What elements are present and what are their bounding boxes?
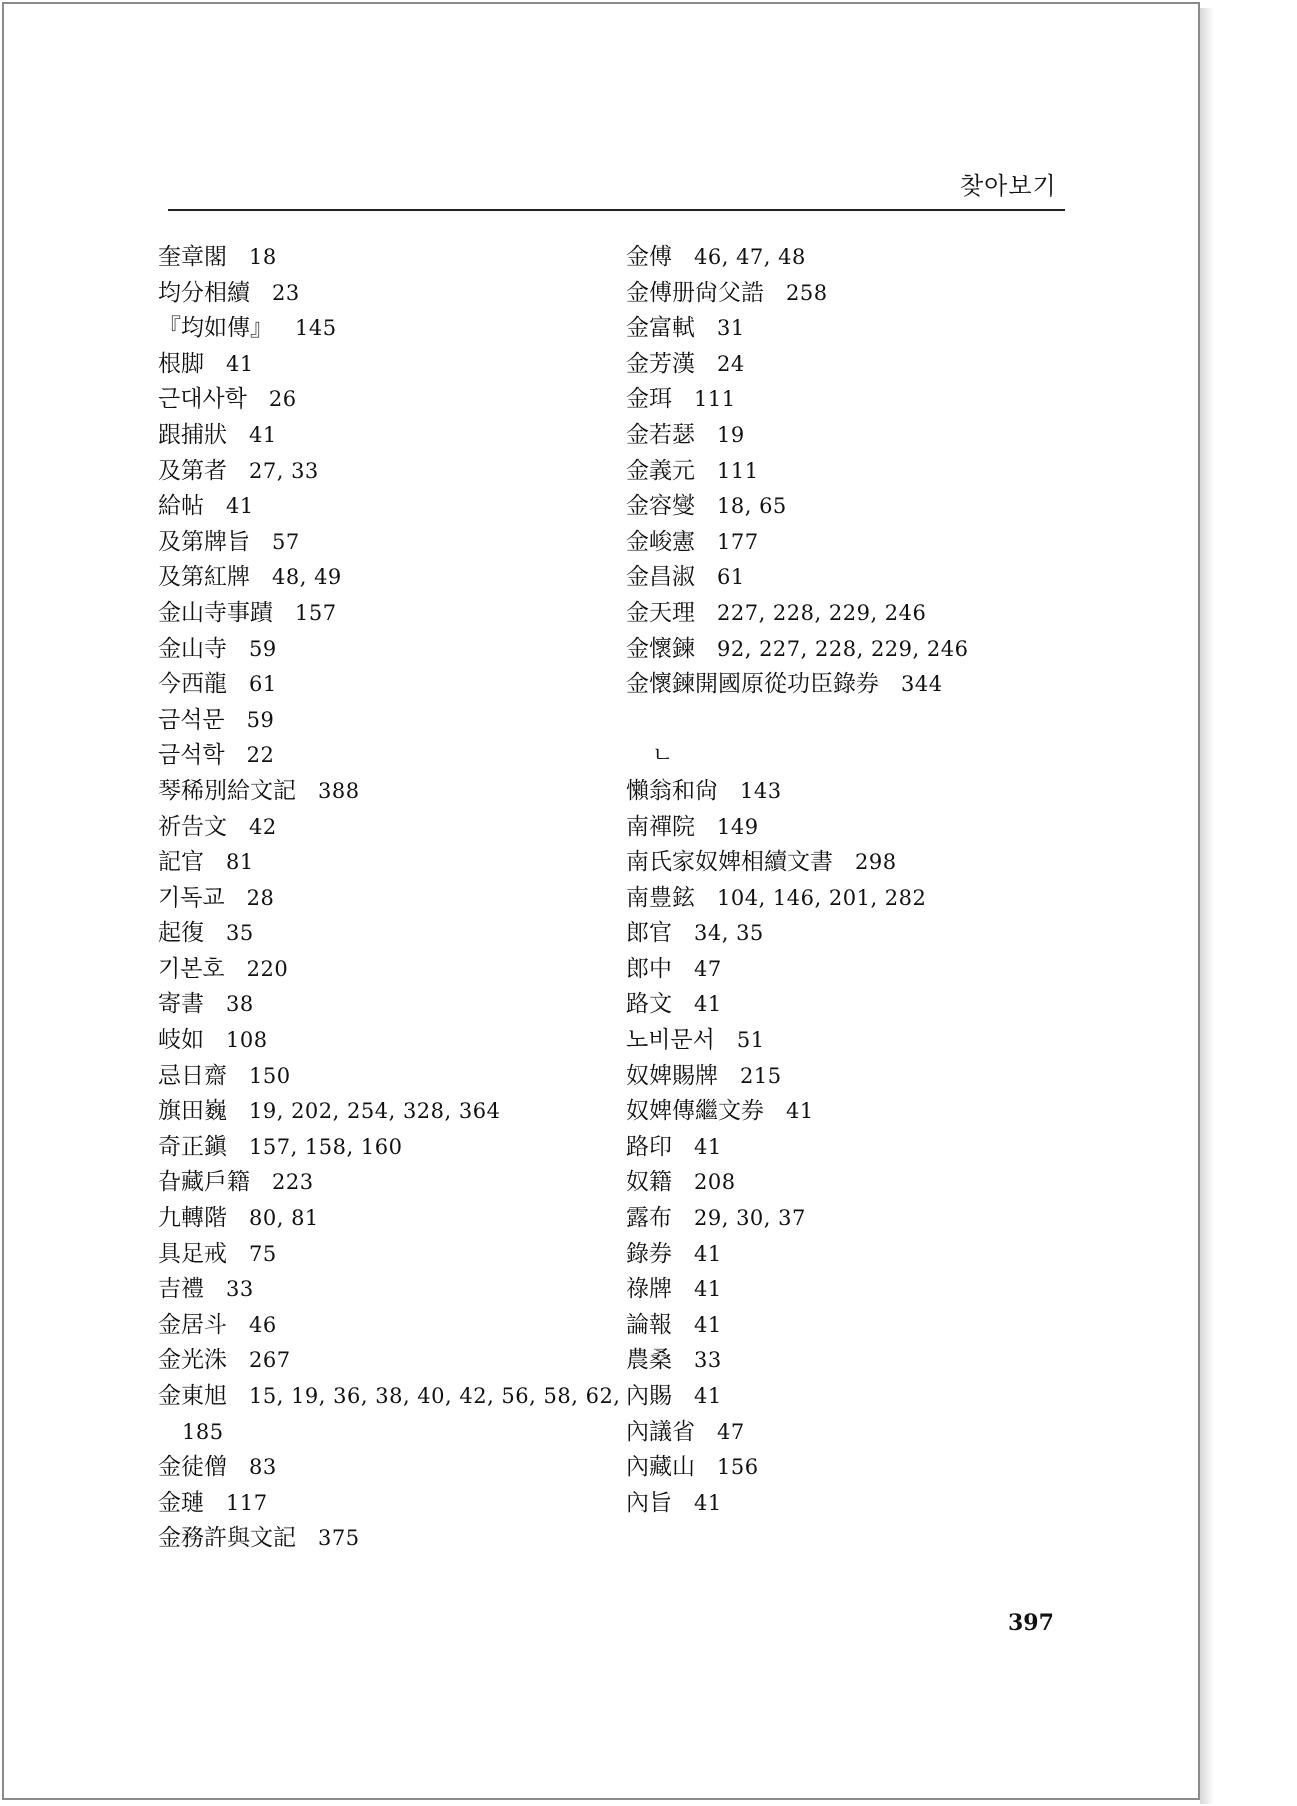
entry-pages: 111 bbox=[717, 458, 759, 483]
index-entry bbox=[158, 489, 598, 525]
entry-pages: 51 bbox=[736, 1028, 765, 1053]
entry-pages: 267 bbox=[249, 1348, 291, 1373]
entry-pages: 57 bbox=[272, 529, 300, 554]
index-entry bbox=[158, 240, 598, 276]
entry-pages: 117 bbox=[226, 1490, 268, 1515]
entry-term: 及第者 bbox=[158, 457, 227, 484]
index-entry bbox=[158, 1201, 598, 1237]
entry-pages: 33 bbox=[694, 1348, 722, 1373]
entry-term: 今西龍 bbox=[158, 671, 227, 698]
entry-term: 內旨 bbox=[626, 1489, 672, 1516]
index-entry bbox=[158, 418, 598, 454]
entry-term: 金懷鍊 bbox=[626, 635, 695, 662]
entry-pages: 31 bbox=[717, 316, 745, 341]
index-entry bbox=[158, 1379, 621, 1415]
index-group-nieun bbox=[626, 774, 1066, 1521]
entry-term: 金容燮 bbox=[626, 493, 695, 520]
index-entry bbox=[626, 1343, 1066, 1379]
entry-term: 旗田巍 bbox=[158, 1098, 227, 1125]
entry-pages: 34, 35 bbox=[694, 921, 764, 946]
entry-term: 及第紅牌 bbox=[158, 564, 250, 591]
entry-pages: 46 bbox=[249, 1312, 277, 1337]
entry-term: 南氏家奴婢相續文書 bbox=[626, 849, 833, 876]
entry-term: 內藏山 bbox=[626, 1454, 695, 1481]
index-entry bbox=[158, 881, 598, 917]
entry-pages: 80, 81 bbox=[249, 1206, 319, 1231]
section-spacer bbox=[626, 703, 1066, 739]
index-entry bbox=[158, 1130, 598, 1166]
entry-pages: 41 bbox=[226, 494, 254, 519]
index-entry bbox=[158, 1308, 598, 1344]
entry-term: 南禪院 bbox=[626, 813, 695, 840]
entry-term: 旮藏戶籍 bbox=[158, 1169, 250, 1196]
index-entry bbox=[158, 774, 598, 810]
index-entry bbox=[626, 1308, 1066, 1344]
index-entry bbox=[158, 952, 598, 988]
index-entry bbox=[158, 560, 598, 596]
entry-term: 起復 bbox=[158, 920, 204, 947]
index-entry bbox=[626, 881, 1066, 917]
entry-pages: 388 bbox=[318, 778, 360, 803]
entry-pages: 18, 65 bbox=[717, 494, 787, 519]
index-column-left bbox=[158, 240, 621, 1557]
entry-term: 九轉階 bbox=[158, 1205, 227, 1232]
entry-term: 노비문서 bbox=[626, 1027, 715, 1054]
entry-term: 金光洙 bbox=[158, 1347, 227, 1374]
index-entry bbox=[158, 347, 598, 383]
index-entry bbox=[626, 1272, 1066, 1308]
entry-term: 金珥 bbox=[626, 386, 672, 413]
entry-term: 기독교 bbox=[158, 884, 225, 911]
entry-pages: 227, 228, 229, 246 bbox=[717, 600, 927, 625]
index-entry bbox=[158, 1521, 598, 1557]
entry-pages: 15, 19, 36, 38, 40, 42, 56, 58, 62, bbox=[249, 1384, 621, 1408]
entry-pages: 23 bbox=[272, 280, 300, 305]
entry-pages: 33 bbox=[226, 1277, 254, 1302]
entry-pages: 208 bbox=[694, 1170, 736, 1195]
index-entry bbox=[158, 810, 598, 846]
entry-pages: 41 bbox=[786, 1099, 814, 1124]
entry-term: 及第牌旨 bbox=[158, 528, 250, 555]
entry-pages: 48, 49 bbox=[272, 565, 342, 590]
entry-term: 具足戒 bbox=[158, 1240, 227, 1267]
index-entry bbox=[626, 454, 1066, 490]
entry-term: 祿牌 bbox=[626, 1276, 672, 1303]
entry-pages: 29, 30, 37 bbox=[694, 1206, 806, 1231]
entry-term: 琴稀別給文記 bbox=[158, 777, 296, 804]
index-entry bbox=[626, 1059, 1066, 1095]
entry-pages: 26 bbox=[268, 387, 297, 412]
index-entry bbox=[158, 632, 598, 668]
entry-term: 金天理 bbox=[626, 599, 695, 626]
entry-pages: 185 bbox=[182, 1419, 224, 1444]
entry-term: 金義元 bbox=[626, 457, 695, 484]
entry-term: 金峻憲 bbox=[626, 528, 695, 555]
entry-pages: 41 bbox=[226, 351, 254, 376]
entry-pages: 19 bbox=[717, 422, 745, 447]
index-entry bbox=[626, 240, 1066, 276]
index-entry bbox=[158, 667, 598, 703]
entry-term: 南豊鉉 bbox=[626, 884, 695, 911]
entry-term: 奴籍 bbox=[626, 1169, 672, 1196]
index-entry bbox=[626, 347, 1066, 383]
index-entry bbox=[626, 632, 1066, 668]
entry-term: 金山寺事蹟 bbox=[158, 599, 273, 626]
entry-pages: 41 bbox=[694, 1490, 722, 1515]
index-entry bbox=[626, 525, 1066, 561]
entry-term: 奴婢傳繼文券 bbox=[626, 1098, 764, 1125]
entry-pages: 42 bbox=[249, 814, 277, 839]
entry-pages: 46, 47, 48 bbox=[694, 245, 806, 269]
entry-term: 均分相續 bbox=[158, 279, 250, 306]
entry-term: 金懷鍊開國原從功臣錄券 bbox=[626, 671, 879, 698]
index-column-right bbox=[626, 240, 1066, 1521]
index-entry bbox=[626, 596, 1066, 632]
entry-term: 岐如 bbox=[158, 1027, 204, 1054]
entry-pages: 41 bbox=[694, 1241, 722, 1266]
index-group-continued bbox=[626, 240, 1066, 703]
index-entry bbox=[626, 1237, 1066, 1273]
index-entry bbox=[158, 1237, 598, 1273]
entry-pages: 150 bbox=[249, 1063, 291, 1088]
entry-term: 內賜 bbox=[626, 1383, 672, 1409]
entry-pages: 220 bbox=[246, 956, 289, 981]
index-entry bbox=[626, 1201, 1066, 1237]
entry-pages: 41 bbox=[694, 992, 722, 1017]
entry-term: 吉禮 bbox=[158, 1276, 204, 1303]
index-entry bbox=[626, 418, 1066, 454]
entry-term: 郎中 bbox=[626, 955, 672, 982]
entry-term: 金璉 bbox=[158, 1489, 204, 1516]
index-entry bbox=[158, 1165, 598, 1201]
index-entry bbox=[158, 1450, 598, 1486]
entry-term: 記官 bbox=[158, 849, 204, 876]
entry-pages: 375 bbox=[318, 1526, 360, 1551]
index-entry bbox=[626, 667, 1066, 703]
header-rule bbox=[168, 209, 1065, 211]
entry-pages: 27, 33 bbox=[249, 458, 319, 483]
index-entry bbox=[158, 987, 598, 1023]
index-entry bbox=[158, 845, 598, 881]
index-entry bbox=[626, 382, 1066, 418]
entry-pages: 61 bbox=[249, 672, 277, 697]
entry-term: 路文 bbox=[626, 991, 672, 1018]
entry-term: 根脚 bbox=[158, 350, 204, 377]
index-entry bbox=[626, 774, 1066, 810]
entry-term: 금석문 bbox=[158, 706, 225, 733]
entry-term: 金居斗 bbox=[158, 1311, 227, 1338]
entry-term: 懶翁和尙 bbox=[626, 777, 718, 804]
entry-pages: 104, 146, 201, 282 bbox=[717, 885, 927, 910]
entry-pages: 41 bbox=[694, 1384, 722, 1408]
entry-pages: 41 bbox=[694, 1277, 722, 1302]
entry-pages: 258 bbox=[786, 280, 828, 305]
entry-pages: 75 bbox=[249, 1241, 277, 1266]
entry-term: 錄券 bbox=[626, 1240, 672, 1267]
entry-term: 郎官 bbox=[626, 920, 672, 947]
entry-term: 忌日齋 bbox=[158, 1062, 227, 1089]
index-entry bbox=[158, 1272, 598, 1308]
index-entry bbox=[626, 1165, 1066, 1201]
index-entry bbox=[158, 916, 598, 952]
index-entry bbox=[158, 525, 598, 561]
index-entry bbox=[626, 560, 1066, 596]
entry-pages: 81 bbox=[226, 850, 254, 875]
index-entry bbox=[158, 1343, 598, 1379]
index-entry bbox=[158, 454, 598, 490]
entry-pages: 18 bbox=[249, 245, 277, 269]
index-entry bbox=[626, 1486, 1066, 1522]
entry-term: 金昌淑 bbox=[626, 564, 695, 591]
index-entry bbox=[626, 311, 1066, 347]
entry-pages: 22 bbox=[246, 743, 275, 768]
entry-term: 金芳漢 bbox=[626, 350, 695, 377]
entry-term: 給帖 bbox=[158, 493, 204, 520]
index-entry bbox=[158, 596, 598, 632]
entry-term: 金若瑟 bbox=[626, 421, 695, 448]
entry-pages: 344 bbox=[901, 672, 943, 697]
entry-term: 奇正鎭 bbox=[158, 1133, 227, 1160]
entry-term: 근대사학 bbox=[158, 386, 247, 413]
running-title: 찾아보기 bbox=[960, 172, 1057, 200]
page-number: 397 bbox=[1008, 1610, 1054, 1636]
entry-term: 기본호 bbox=[158, 955, 225, 982]
entry-pages: 38 bbox=[226, 992, 254, 1017]
entry-term: 奎章閣 bbox=[158, 244, 227, 270]
section-heading-nieun: ㄴ bbox=[652, 743, 674, 769]
index-entry bbox=[158, 276, 598, 312]
entry-pages: 92, 227, 228, 229, 246 bbox=[717, 636, 969, 661]
index-entry bbox=[626, 952, 1066, 988]
entry-pages: 35 bbox=[226, 921, 254, 946]
entry-pages: 223 bbox=[272, 1170, 314, 1195]
entry-term: 論報 bbox=[626, 1311, 672, 1338]
index-entry bbox=[158, 738, 598, 774]
index-entry bbox=[626, 1130, 1066, 1166]
entry-term: 金山寺 bbox=[158, 635, 227, 662]
entry-term: 跟捕狀 bbox=[158, 421, 227, 448]
entry-term: 路印 bbox=[626, 1133, 672, 1160]
entry-pages: 41 bbox=[694, 1134, 722, 1159]
entry-term: 『均如傳』 bbox=[158, 315, 273, 342]
index-entry bbox=[626, 916, 1066, 952]
index-entry bbox=[626, 987, 1066, 1023]
entry-pages: 143 bbox=[740, 778, 782, 803]
index-entry bbox=[626, 489, 1066, 525]
index-entry bbox=[158, 1094, 598, 1130]
index-entry bbox=[158, 382, 598, 418]
entry-pages: 28 bbox=[246, 885, 275, 910]
index-entry-continuation bbox=[158, 1415, 598, 1451]
entry-term: 奴婢賜牌 bbox=[626, 1062, 718, 1089]
entry-term: 金富軾 bbox=[626, 315, 695, 342]
index-entry bbox=[626, 1415, 1066, 1451]
entry-pages: 298 bbox=[855, 850, 897, 875]
index-entry bbox=[626, 1094, 1066, 1130]
index-entry bbox=[626, 1023, 1066, 1059]
entry-term: 農桑 bbox=[626, 1347, 672, 1374]
entry-pages: 83 bbox=[249, 1455, 277, 1480]
entry-term: 寄書 bbox=[158, 991, 204, 1018]
entry-pages: 149 bbox=[717, 814, 759, 839]
entry-pages: 156 bbox=[717, 1455, 759, 1480]
entry-pages: 157 bbox=[295, 600, 337, 625]
index-entry bbox=[626, 810, 1066, 846]
entry-term: 金徒僧 bbox=[158, 1454, 227, 1481]
entry-term: 金務許與文記 bbox=[158, 1525, 296, 1552]
entry-pages: 59 bbox=[246, 707, 275, 732]
entry-pages: 177 bbox=[717, 529, 759, 554]
entry-term: 露布 bbox=[626, 1205, 672, 1232]
page-shadow bbox=[1200, 8, 1214, 1804]
entry-term: 內議省 bbox=[626, 1418, 695, 1445]
index-entry bbox=[626, 1450, 1066, 1486]
entry-pages: 41 bbox=[249, 422, 277, 447]
index-entry bbox=[158, 1023, 598, 1059]
entry-term: 金東旭 bbox=[158, 1383, 227, 1409]
index-entry bbox=[158, 1059, 598, 1095]
entry-term: 祈告文 bbox=[158, 813, 227, 840]
entry-pages: 111 bbox=[694, 387, 736, 412]
index-entry bbox=[626, 1379, 1066, 1415]
entry-pages: 47 bbox=[717, 1419, 745, 1444]
entry-pages: 41 bbox=[694, 1312, 722, 1337]
entry-pages: 59 bbox=[249, 636, 277, 661]
entry-pages: 145 bbox=[295, 316, 337, 341]
index-entry bbox=[158, 703, 598, 739]
index-entry bbox=[626, 276, 1066, 312]
index-entry bbox=[158, 311, 598, 347]
entry-term: 金傅册尙父誥 bbox=[626, 279, 764, 306]
index-entry bbox=[626, 845, 1066, 881]
index-entry bbox=[158, 1486, 598, 1522]
entry-pages: 61 bbox=[717, 565, 745, 590]
entry-term: 금석학 bbox=[158, 742, 225, 769]
entry-pages: 215 bbox=[740, 1063, 782, 1088]
entry-term: 金傅 bbox=[626, 244, 672, 270]
entry-pages: 19, 202, 254, 328, 364 bbox=[249, 1099, 501, 1124]
entry-pages: 47 bbox=[694, 956, 722, 981]
entry-pages: 24 bbox=[717, 351, 745, 376]
entry-pages: 157, 158, 160 bbox=[249, 1134, 403, 1159]
entry-pages: 108 bbox=[226, 1028, 268, 1053]
